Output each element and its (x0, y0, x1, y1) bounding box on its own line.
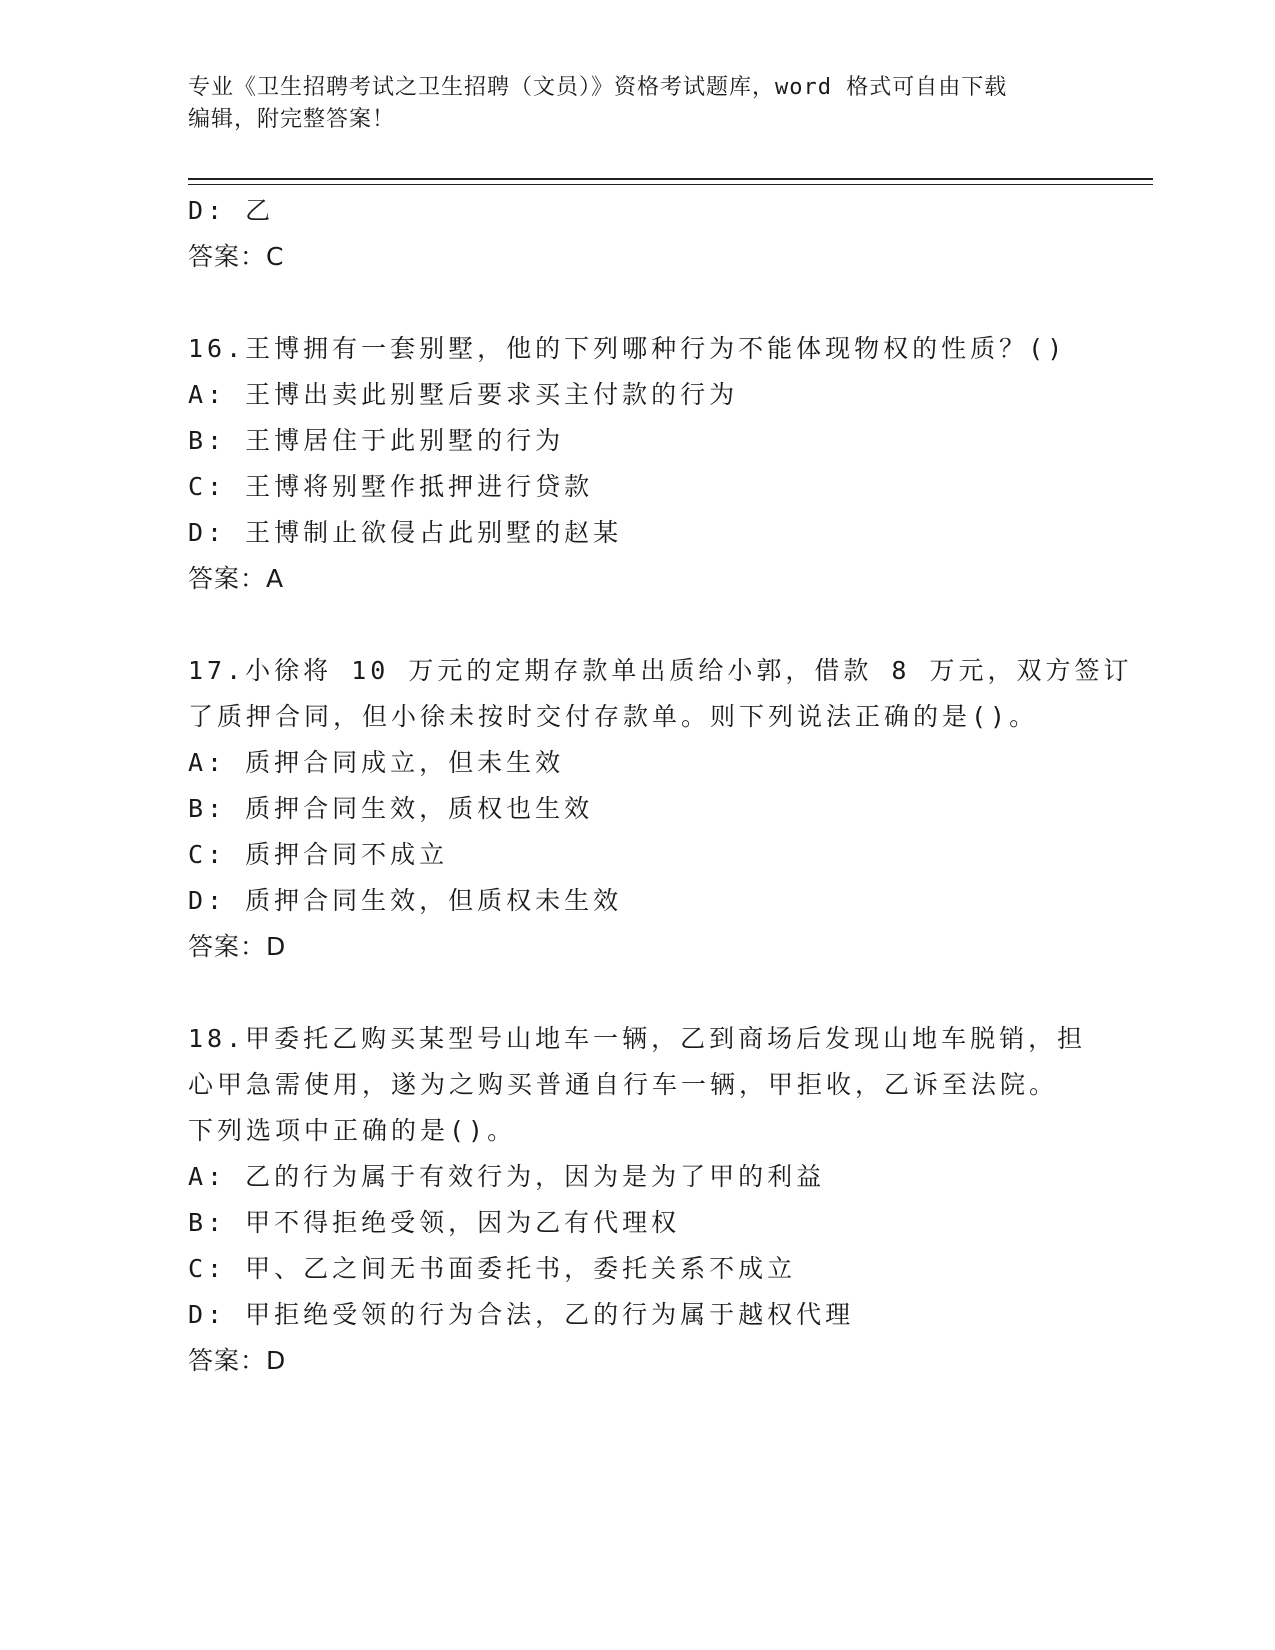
option-d: D: 质押合同生效，但质权未生效 (188, 886, 623, 915)
option-a: A: 质押合同成立，但未生效 (188, 748, 565, 777)
option-a: A: 乙的行为属于有效行为，因为是为了甲的利益 (188, 1162, 826, 1191)
question-stem: 16.王博拥有一套别墅，他的下列哪种行为不能体现物权的性质？() (188, 334, 1067, 363)
header-line-1: 专业《卫生招聘考试之卫生招聘（文员）》资格考试题库，word 格式可自由下载 (188, 75, 1008, 100)
page-header (188, 72, 1088, 136)
option-d: D: 王博制止欲侵占此别墅的赵某 (188, 518, 623, 547)
option-c: C: 甲、乙之间无书面委托书，委托关系不成立 (188, 1254, 797, 1283)
option-b: B: 王博居住于此别墅的行为 (188, 426, 565, 455)
answer: 答案：D (188, 1346, 287, 1375)
option-a: A: 王博出卖此别墅后要求买主付款的行为 (188, 380, 739, 409)
question-17 (188, 648, 1133, 970)
question-18 (188, 1016, 1088, 1384)
header-divider-thick (188, 178, 1153, 180)
question-stem: 了质押合同，但小徐未按时交付存款单。则下列说法正确的是()。 (188, 702, 1039, 731)
prev-option-d: D: 乙 (188, 196, 275, 225)
question-stem: 17.小徐将 10 万元的定期存款单出质给小郭，借款 8 万元，双方签订 (188, 656, 1133, 685)
question-stem: 下列选项中正确的是()。 (188, 1116, 517, 1145)
option-b: B: 质押合同生效，质权也生效 (188, 794, 594, 823)
header-divider-thin (188, 184, 1153, 185)
question-stem: 18.甲委托乙购买某型号山地车一辆，乙到商场后发现山地车脱销，担 (188, 1024, 1087, 1053)
option-c: C: 质押合同不成立 (188, 840, 449, 869)
option-b: B: 甲不得拒绝受领，因为乙有代理权 (188, 1208, 681, 1237)
option-d: D: 甲拒绝受领的行为合法，乙的行为属于越权代理 (188, 1300, 855, 1329)
question-content (188, 188, 1133, 1384)
option-c: C: 王博将别墅作抵押进行贷款 (188, 472, 594, 501)
answer: 答案：A (188, 564, 285, 593)
answer: 答案：D (188, 932, 287, 961)
question-16 (188, 326, 1088, 602)
question-stem: 心甲急需使用，遂为之购买普通自行车一辆，甲拒收，乙诉至法院。 (188, 1070, 1059, 1099)
prev-answer: 答案：C (188, 242, 285, 271)
spacer (188, 280, 1088, 326)
spacer (188, 970, 1088, 1016)
header-line-2: 编辑，附完整答案！ (188, 107, 396, 132)
spacer (188, 602, 1088, 648)
